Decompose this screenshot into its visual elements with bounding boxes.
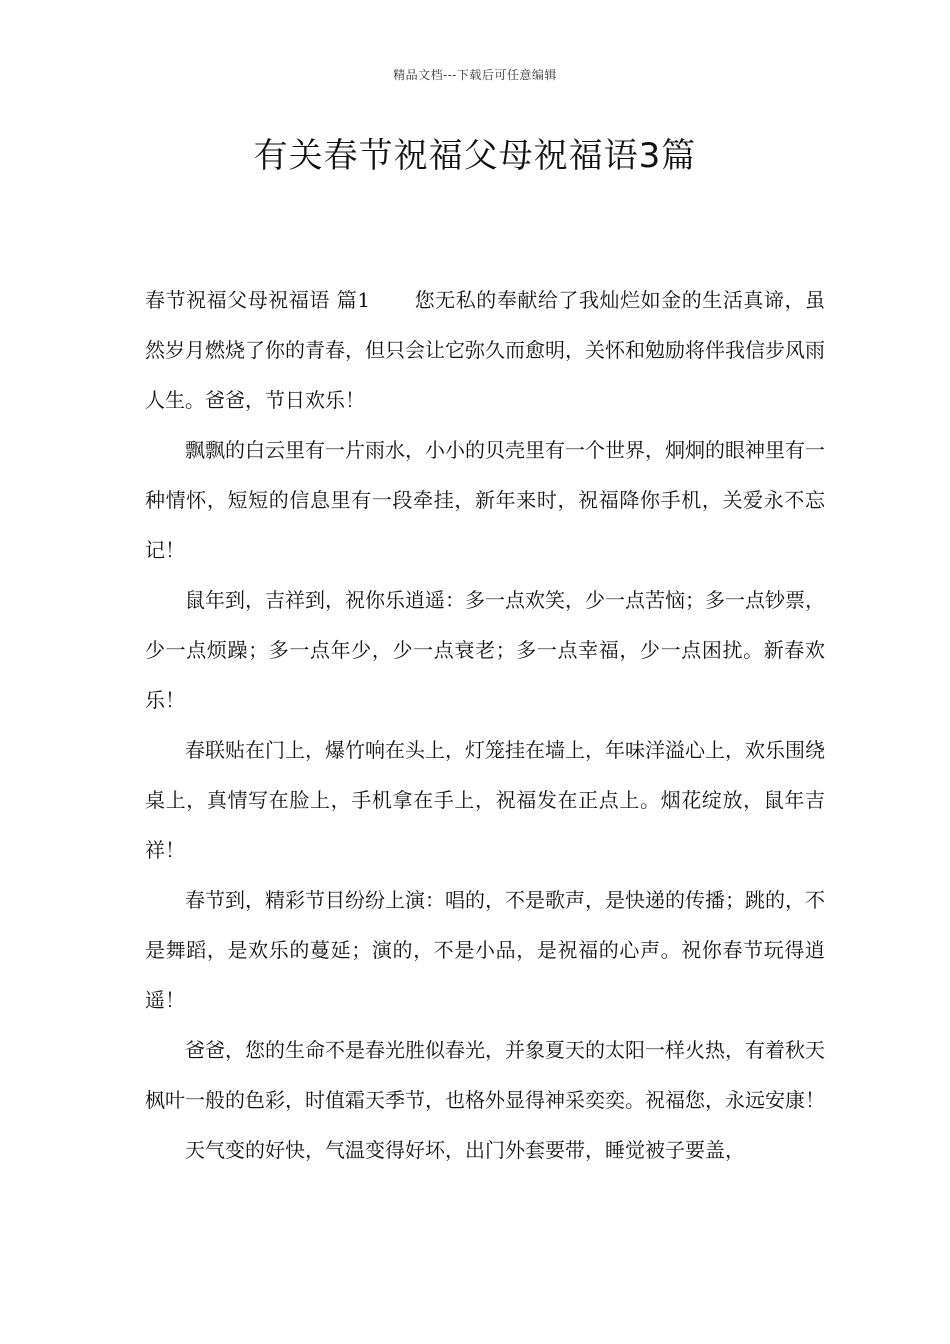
header-note: 精品文档---下载后可任意编辑 bbox=[393, 68, 557, 82]
paragraph-1 bbox=[145, 275, 825, 425]
paragraph-6: 爸爸，您的生命不是春光胜似春光，并象夏天的太阳一样火热，有着秋天枫叶一般的色彩，时值霜天季节，也格外显得神采奕奕。祝福您，永远安康！ bbox=[145, 1038, 825, 1112]
paragraph-5: 春节到，精彩节目纷纷上演：唱的，不是歌声，是快递的传播；跳的，不是舞蹈，是欢乐的蔓延；演的，不是小品，是祝福的心声。祝你春节玩得逍遥！ bbox=[145, 888, 825, 1012]
paragraph-1-text: 您无私的奉献给了我灿烂如金的生活真谛，虽然岁月燃烧了你的青春，但只会让它弥久而愈明，关怀和勉励将伴我信步风雨人生。爸爸，节日欢乐！ bbox=[145, 288, 826, 412]
document-body bbox=[145, 275, 825, 1175]
document-title: 有关春节祝福父母祝福语3篇 bbox=[253, 136, 697, 176]
paragraph-3: 鼠年到，吉祥到，祝你乐逍遥：多一点欢笑，少一点苦恼；多一点钞票，少一点烦躁；多一点年少，少一点衰老；多一点幸福，少一点困扰。新春欢乐！ bbox=[145, 588, 825, 712]
paragraph-2: 飘飘的白云里有一片雨水，小小的贝壳里有一个世界，炯炯的眼神里有一种情怀，短短的信息里有一段牵挂，新年来时，祝福降你手机，关爱永不忘记！ bbox=[145, 438, 825, 562]
section-label: 春节祝福父母祝福语 篇1 bbox=[145, 288, 371, 312]
paragraph-7: 天气变的好快，气温变得好坏，出门外套要带，睡觉被子要盖， bbox=[185, 1138, 745, 1162]
paragraph-4: 春联贴在门上，爆竹响在头上，灯笼挂在墙上，年味洋溢心上，欢乐围绕桌上，真情写在脸上，手机拿在手上，祝福发在正点上。烟花绽放，鼠年吉祥！ bbox=[145, 738, 825, 862]
